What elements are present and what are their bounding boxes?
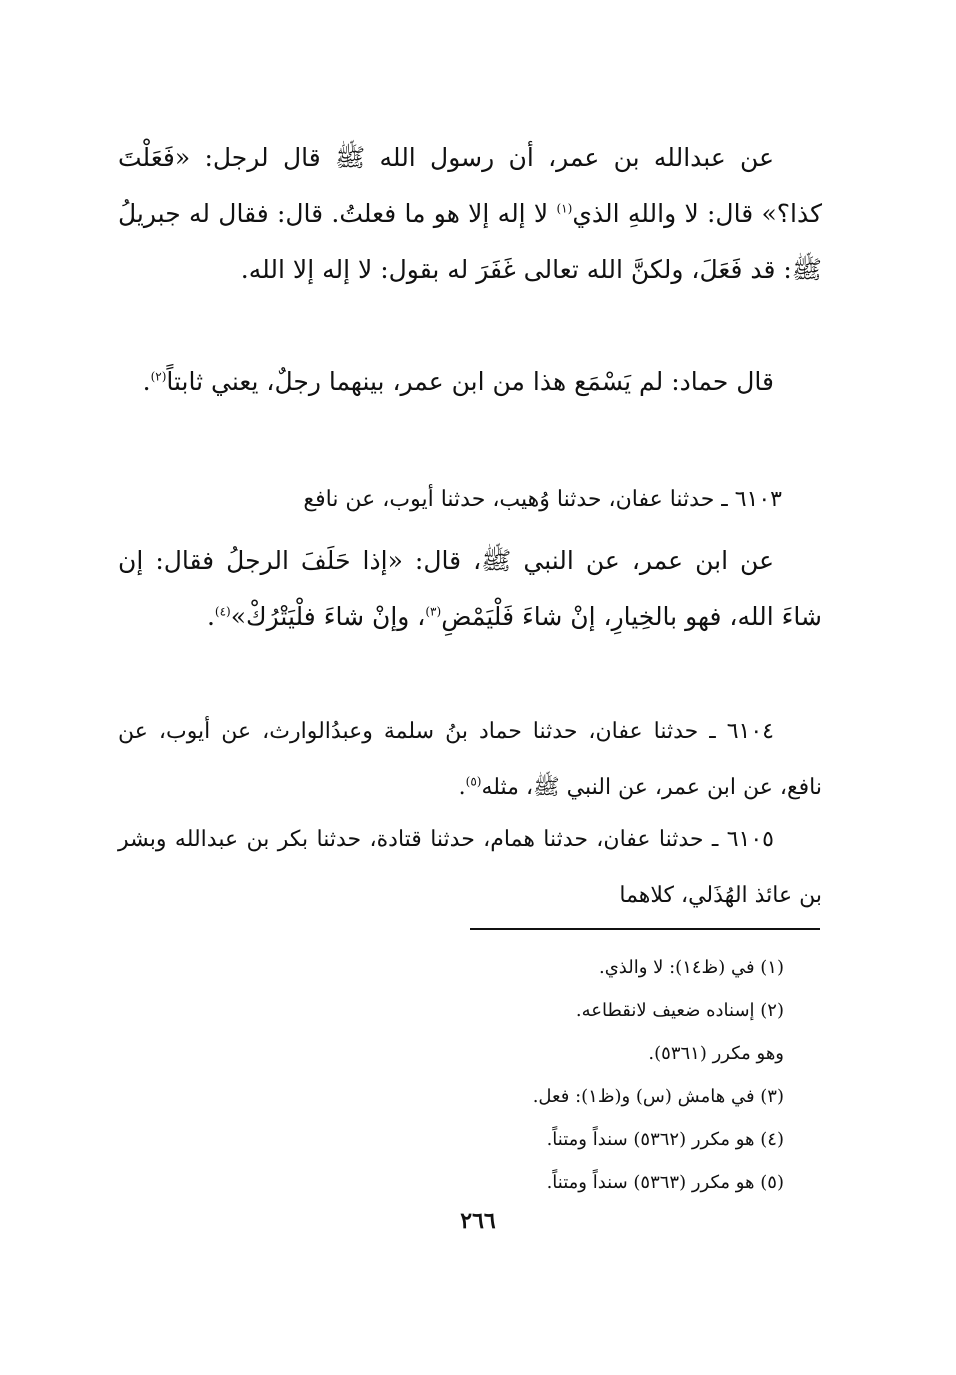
footnote-ref-1: (١) xyxy=(556,201,573,216)
hadith-6103-isnad xyxy=(118,472,822,528)
footnote-ref-3: (٣) xyxy=(425,604,442,619)
footnote-5: (٥) هو مكرر (٥٣٦٣) سنداً ومتناً. xyxy=(546,1172,784,1193)
paragraph-text: لا إله إلا هو ما فعلتُ. قال: فقال له جبريلُ ﷺ: قد فَعَلَ، ولكنَّ الله تعالى غَفَرَ له بقول: لا إله إلا الله. xyxy=(118,199,822,284)
footnote-ref-2: (٢) xyxy=(150,369,167,384)
paragraph-end: . xyxy=(142,367,151,396)
hadith-text: ٦١٠٤ ـ حدثنا عفان، حدثنا حماد بنُ سلمة وعبدُالوارث، عن أيوب، عن نافع، عن ابن عمر، عن النبي ﷺ، مثله xyxy=(118,719,822,800)
hadith-6105 xyxy=(118,812,822,924)
paragraph-hadith-text xyxy=(118,130,822,298)
footnote-2: (٢) إسناده ضعيف لانقطاعه. xyxy=(575,1000,784,1021)
footnote-1: (١) في (ظ١٤): لا والذي. xyxy=(598,957,784,978)
hadith-text: ، وإنْ شاءَ فلْيَتْرُكْ» xyxy=(230,602,426,631)
footnote-2-continued: وهو مكرر (٥٣٦١). xyxy=(648,1043,784,1064)
isnad-text: ٦١٠٣ ـ حدثنا عفان، حدثنا وُهيب، حدثنا أيوب، عن نافع xyxy=(303,487,782,512)
hadith-end: . xyxy=(458,775,466,800)
footnote-4: (٤) هو مكرر (٥٣٦٢) سنداً ومتناً. xyxy=(546,1129,784,1150)
paragraph-hammad-note xyxy=(118,354,822,410)
hadith-6103-text xyxy=(118,533,822,645)
footnote-3: (٣) في هامش (س) و(ظ١): فعل. xyxy=(532,1086,784,1107)
hadith-text: ٦١٠٥ ـ حدثنا عفان، حدثنا همام، حدثنا قتادة، حدثنا بكر بن عبدالله وبشر بن عائذ الهُذَلي، كلاهما xyxy=(118,827,822,908)
page-number: ٢٦٦ xyxy=(460,1208,496,1234)
footnotes-list xyxy=(300,946,784,1204)
hadith-end: . xyxy=(206,602,215,631)
hadith-6104 xyxy=(118,704,822,816)
paragraph-text: عن عبدالله بن عمر، أن رسول الله ﷺ قال لرجل: «فَعَلْتَ كذا؟» قال: لا واللهِ الذي xyxy=(118,143,822,228)
paragraph-text: قال حماد: لم يَسْمَع هذا من ابن عمر، بينهما رجلٌ، يعني ثابتاً xyxy=(166,367,774,396)
hadith-text: عن ابن عمر، عن النبي ﷺ، قال: «إذا حَلَفَ الرجلُ فقال: إن شاءَ الله، فهو بالخِيارِ، إنْ شاءَ فَلْيَمْضِ xyxy=(118,546,822,631)
footnote-ref-5: (٥) xyxy=(465,774,482,789)
footnote-divider xyxy=(470,928,820,930)
footnote-ref-4: (٤) xyxy=(214,604,231,619)
